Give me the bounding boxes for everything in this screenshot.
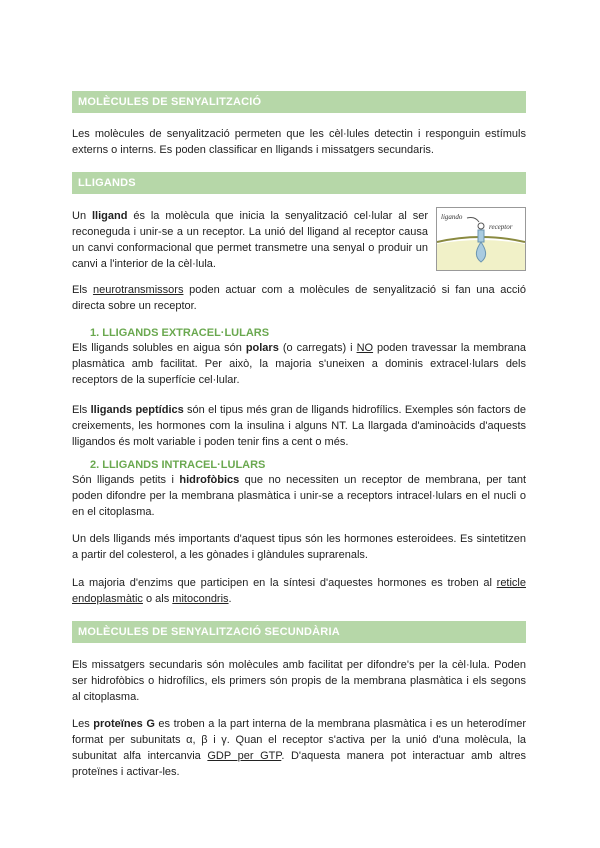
section-header-secundaria: MOLÈCULES DE SENYALITZACIÓ SECUNDÀRIA <box>72 621 526 643</box>
enzymes-paragraph: La majoria d'enzims que participen en la síntesi d'aquestes hormones es troben al reticle endoplasmàtic o als mitocondris. <box>72 577 526 605</box>
neurotransmissors-paragraph: Els neurotransmissors poden actuar com a molècules de senyalització si fan una acció directa sobre un receptor. <box>72 284 526 312</box>
figure-label-ligando: ligando <box>441 213 463 221</box>
steroid-hormones-paragraph: Un dels lligands més importants d'aquest tipus són les hormones esteroidees. Es sintetitzen a partir del colesterol, a les gònades i glàndules suprarenals. <box>72 533 526 561</box>
lligand-definition-paragraph: Un lligand és la molècula que inicia la senyalització cel·lular al ser reconeguda i unir-se a un receptor. La unió del lligand al receptor causa un canvi conformacional que permet transmetre una senyal o produir un canvi a l'interior de la cèl·lula. <box>72 210 428 270</box>
intracellular-paragraph: Són lligands petits i hidrofòbics que no necessiten un receptor de membrana, per tant poden difondre per la membrana plasmàtica i unir-se a receptors intracel·lulars en el nucli o en el citoplasma. <box>72 474 526 518</box>
extracellular-paragraph: Els lligands solubles en aigua són polars (o carregats) i NO poden travessar la membrana plasmàtica amb facilitat. Per això, la majoria s'uneixen a dominis extracel·lulars dels receptors de la superfície cel·lular. <box>72 342 527 386</box>
lligand-term: lligand <box>91 210 128 222</box>
figure-label-receptor: receptor <box>489 223 513 231</box>
no-underlined: NO <box>356 342 374 354</box>
ligand-receptor-figure <box>436 207 526 271</box>
intro-paragraph: Les molècules de senyalització permeten que les cèl·lules detectin i responguin estímuls externs o interns. Es poden classificar en lligands i missatgers secundaris. <box>72 128 526 156</box>
g-proteins-paragraph: Les proteïnes G es troben a la part interna de la membrana plasmàtica i es un heterodímer format per subunitats α, β i γ. Quan el receptor s'activa per la unió d'una molècula, la subunitat alfa intercanvia GDP per GTP. D'aquesta manera pot interactuar amb altres proteïnes i activar-les. <box>72 718 527 778</box>
reticle-link: reticle endoplasmàtic <box>72 577 526 605</box>
peptide-ligands-paragraph: Els lligands peptídics són el tipus més gran de lligands hidrofílics. Exemples són factors de creixements, les hormones com la insulina i alguns NT. La llargada d'aminoàcids d'aquests lligandos és molt variable i poden tenir fins a cent o més. <box>72 404 527 448</box>
section-header-senyalitzacio: MOLÈCULES DE SENYALITZACIÓ <box>72 91 526 113</box>
subheading-extracellulars: 1. LLIGANDS EXTRACEL·LULARS <box>90 327 270 339</box>
gdp-gtp-link: GDP per GTP <box>207 750 282 762</box>
neurotransmissors-link: neurotransmissors <box>92 284 184 296</box>
section-header-lligands: LLIGANDS <box>72 172 526 194</box>
ligand-receptor-illustration <box>437 208 525 270</box>
mitocondris-link: mitocondris <box>172 593 229 605</box>
subheading-intracellulars: 2. LLIGANDS INTRACEL·LULARS <box>90 459 266 471</box>
second-messengers-paragraph: Els missatgers secundaris són molècules amb facilitat per difondre's per la cèl·lula. Poden ser hidrofòbics o hidrofílics, els primers són propis de la membrana plasmàtica i els segons al citoplasma. <box>72 659 526 703</box>
